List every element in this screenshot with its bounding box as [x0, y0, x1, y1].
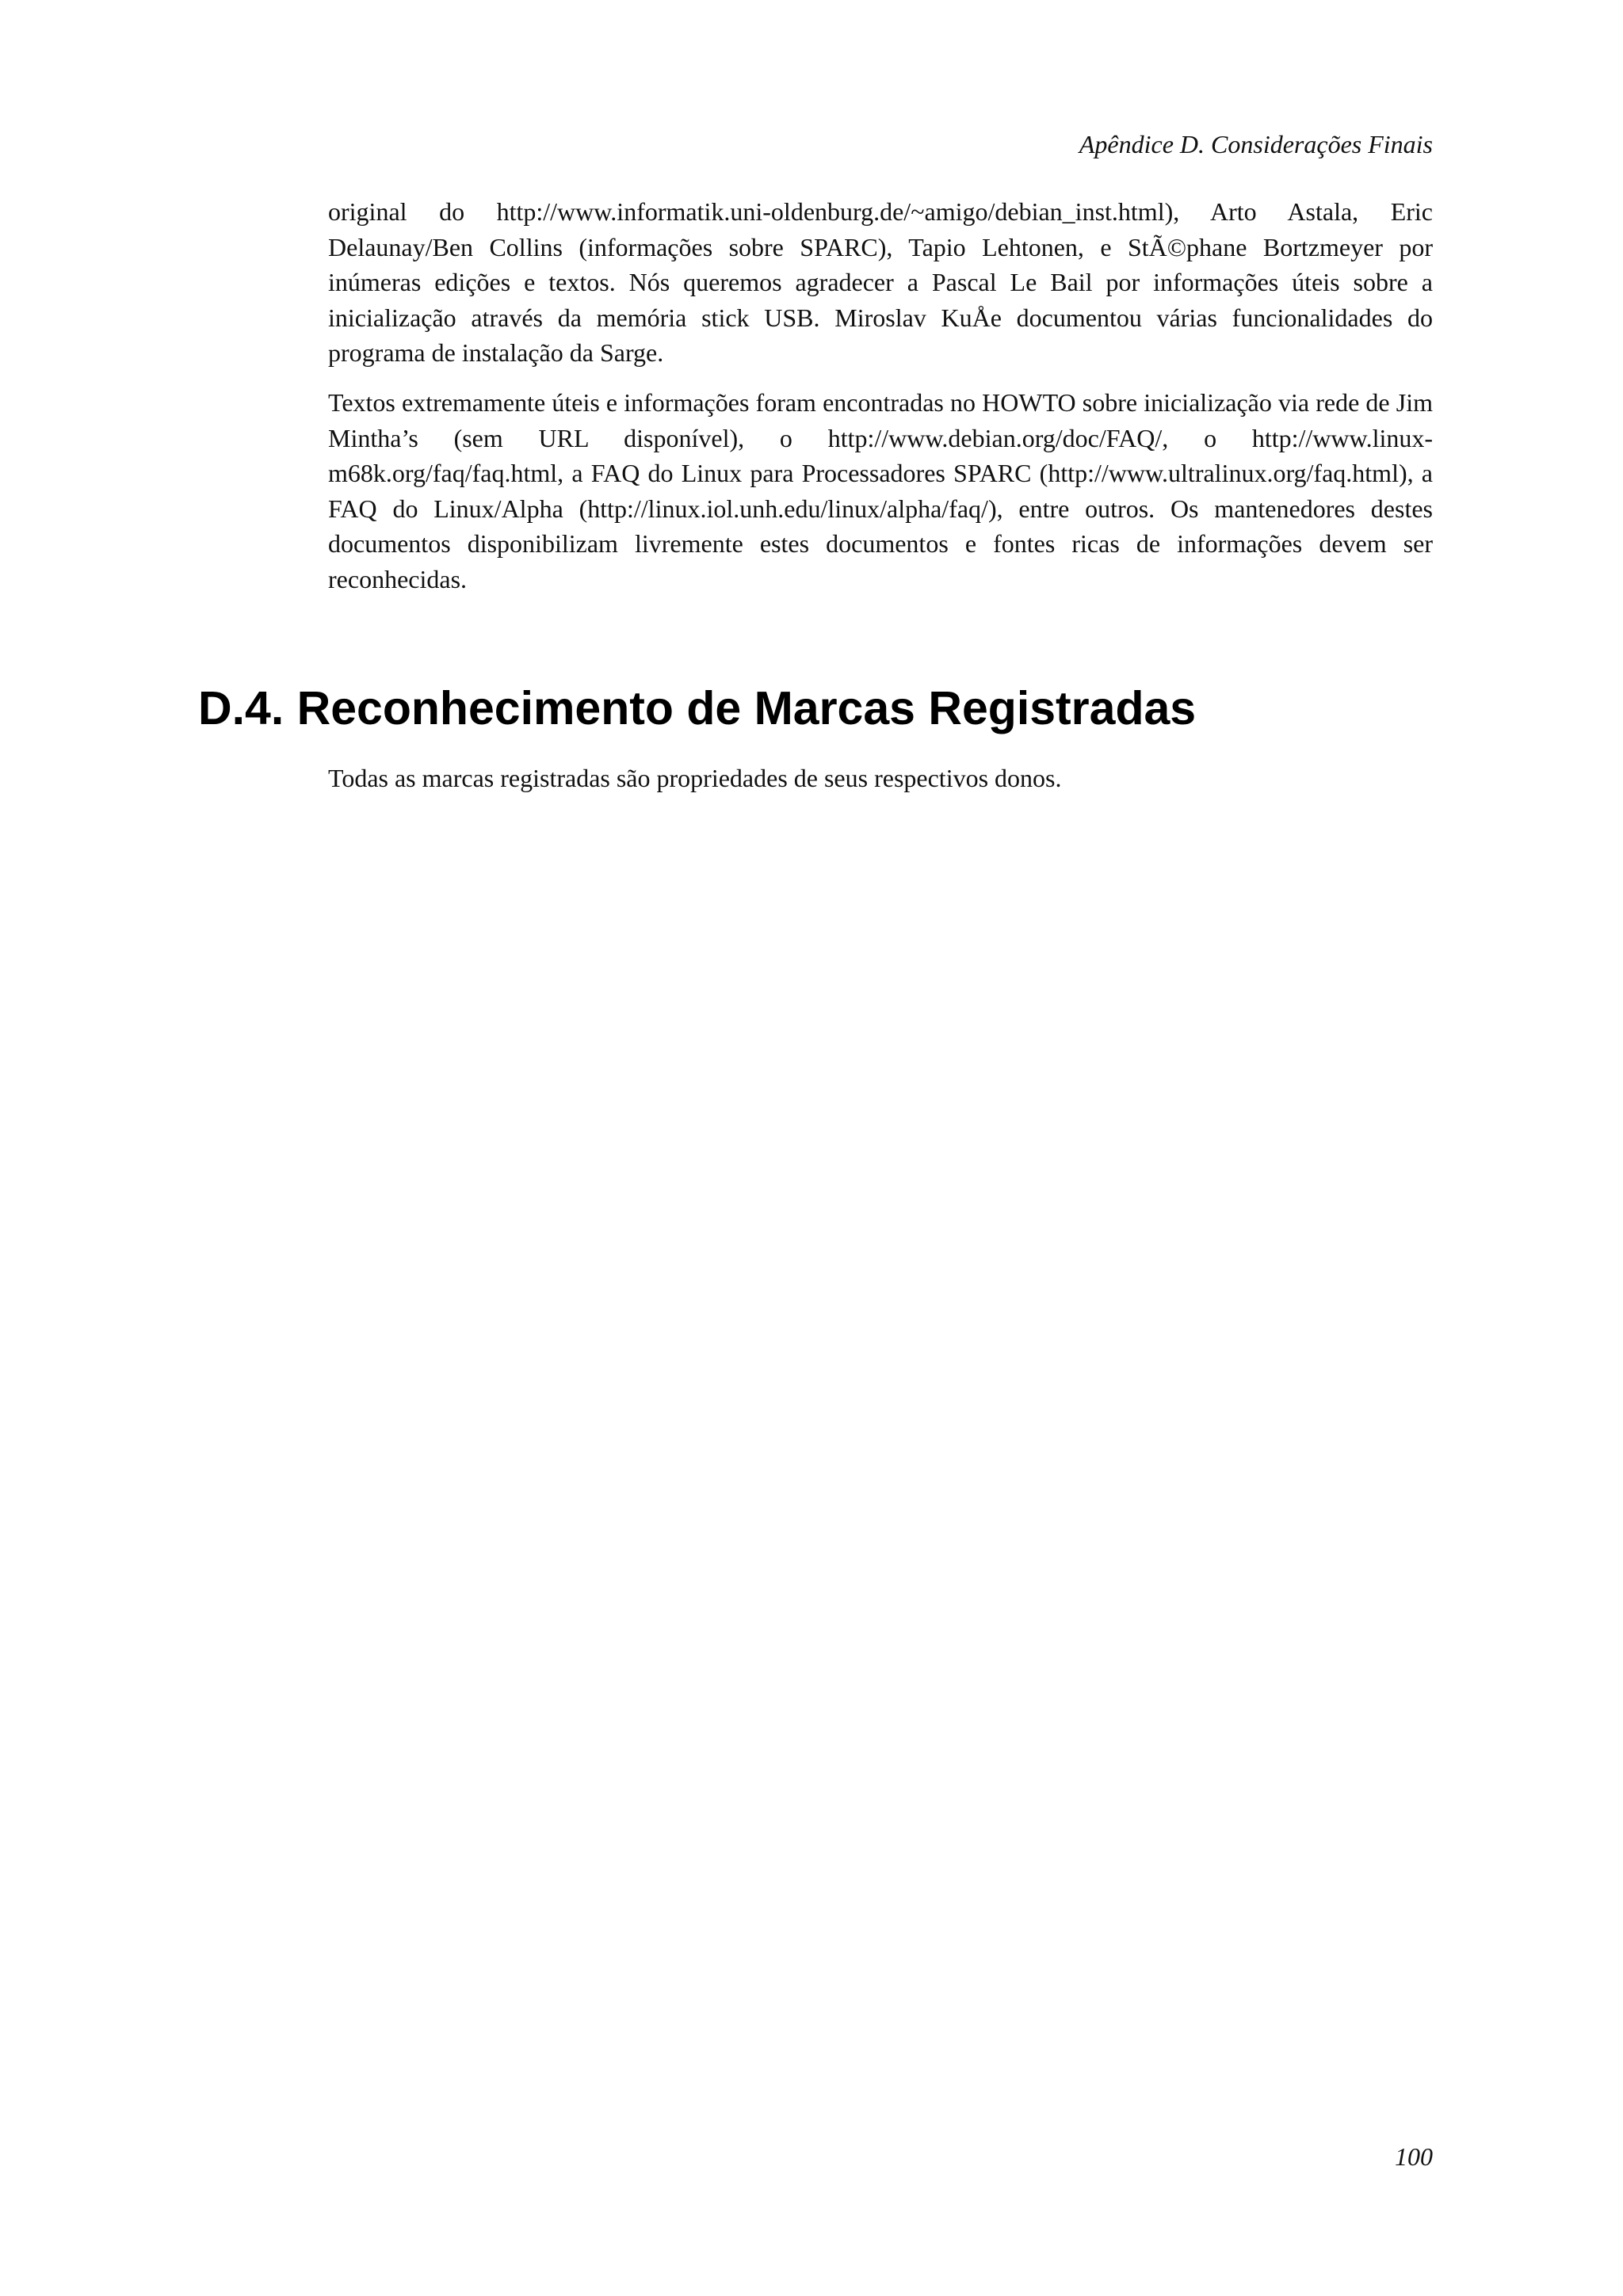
- body-paragraph-trademarks: Todas as marcas registradas são propriedades de seus respectivos donos.: [328, 764, 1062, 792]
- body-paragraph-sources: Textos extremamente úteis e informações foram encontradas no HOWTO sobre inicialização via rede de Jim Mintha’s (sem URL disponível), o http://www.debian.org/doc/FAQ/, o http://www.linux-m68k.org/faq/faq.html, a FAQ do Linux para Processadores SPARC (http://www.ultralinux.org/faq.html), a FAQ do Linux/Alpha (http://linux.iol.unh.edu/linux/alpha/faq/), entre outros. Os mantenedores destes documentos disponibilizam livremente estes documentos e fontes ricas de informações devem ser reconhecidas.: [328, 388, 1433, 593]
- section-heading: D.4. Reconhecimento de Marcas Registradas: [198, 682, 1197, 734]
- page-number: 100: [1395, 2142, 1433, 2171]
- running-header: Apêndice D. Considerações Finais: [1079, 130, 1433, 158]
- body-paragraph-acknowledgements: original do http://www.informatik.uni-oldenburg.de/~amigo/debian_inst.html), Arto Astala, Eric Delaunay/Ben Collins (informações sobre SPARC), Tapio Lehtonen, e StÃ©phane Bortzmeyer por inúmeras edições e textos. Nós queremos agradecer a Pascal Le Bail por informações úteis sobre a inicialização através da memória stick USB. Miroslav KuÅe documentou várias funcionalidades do programa de instalação da Sarge.: [328, 197, 1433, 367]
